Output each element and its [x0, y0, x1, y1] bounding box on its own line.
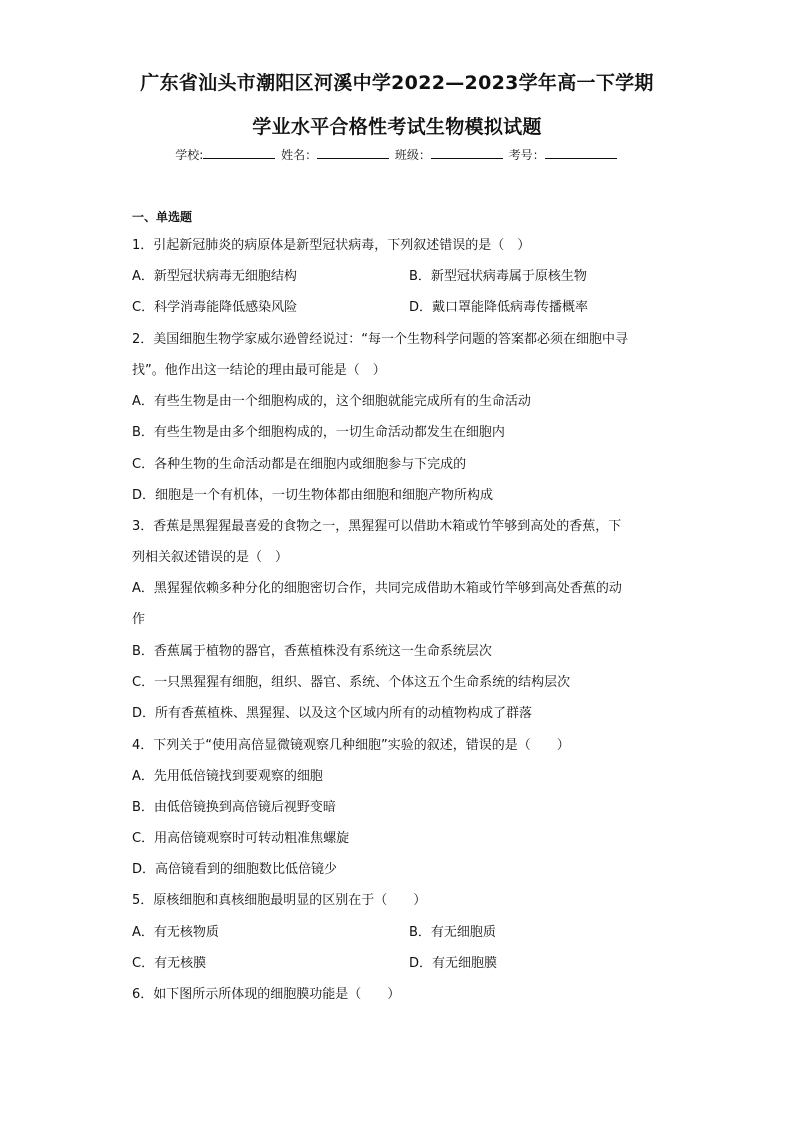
question-2-option-a: A．有些生物是由一个细胞构成的，这个细胞就能完成所有的生命活动: [132, 394, 531, 409]
question-3-option-c: C．一只黑猩猩有细胞，组织、器官、系统、个体这五个生命系统的结构层次: [132, 675, 571, 690]
question-5-stem: 5．原核细胞和真核细胞最明显的区别在于（ ）: [132, 893, 427, 908]
question-2-option-d: D．细胞是一个有机体，一切生物体都由细胞和细胞产物所构成: [132, 488, 494, 503]
question-3-option-a: A．黑猩猩依赖多种分化的细胞密切合作，共同完成借助木箱或竹竿够到高处香蕉的动: [132, 581, 622, 596]
class-blank: [431, 147, 503, 159]
exam-number-label: 考号：: [508, 148, 545, 162]
question-1-stem: 1．引起新冠肺炎的病原体是新型冠状病毒，下列叙述错误的是（ ）: [132, 238, 531, 253]
question-4-stem: 4．下列关于“使用高倍显微镜观察几种细胞”实验的叙述，错误的是（ ）: [132, 738, 570, 753]
question-3-option-b: B．香蕉属于植物的器官，香蕉植株没有系统这一生命系统层次: [132, 644, 492, 659]
question-2-stem-line-1: 2．美国细胞生物学家威尔逊曾经说过：“每一个生物科学问题的答案都必须在细胞中寻: [132, 332, 629, 347]
question-3-stem-line-2: 列相关叙述错误的是（ ）: [132, 550, 289, 565]
question-1-option-d: D．戴口罩能降低病毒传播概率: [409, 300, 589, 315]
question-1-option-c: C．科学消毒能降低感染风险: [132, 300, 298, 315]
exam-title-line-1: 广东省汕头市潮阳区河溪中学2022—2023学年高一下学期: [140, 72, 654, 94]
school-label: 学校:: [175, 148, 204, 162]
question-5-option-a: A．有无核物质: [132, 925, 219, 940]
question-1-option-b: B．新型冠状病毒属于原核生物: [409, 269, 587, 284]
student-info-row: [0, 146, 794, 163]
exam-number-blank: [545, 147, 617, 159]
name-label: 姓名：: [281, 148, 318, 162]
question-2-stem-line-2: 找”。他作出这一结论的理由最可能是（ ）: [132, 363, 386, 378]
question-2-option-c: C．各种生物的生命活动都是在细胞内或细胞参与下完成的: [132, 457, 467, 472]
section-title: 一、单选题: [132, 210, 193, 224]
question-4-option-d: D．高倍镜看到的细胞数比低倍镜少: [132, 862, 338, 877]
question-2-option-b: B．有些生物是由多个细胞构成的，一切生命活动都发生在细胞内: [132, 425, 505, 440]
question-4-option-c: C．用高倍镜观察时可转动粗准焦螺旋: [132, 831, 350, 846]
question-3-option-a-continued: 作: [132, 612, 146, 627]
question-5-option-d: D．有无细胞膜: [409, 956, 498, 971]
question-3-stem-line-1: 3．香蕉是黑猩猩最喜爱的食物之一，黑猩猩可以借助木箱或竹竿够到高处的香蕉，下: [132, 519, 622, 534]
question-6-stem: 6．如下图所示所体现的细胞膜功能是（ ）: [132, 987, 401, 1002]
school-blank: [203, 147, 275, 159]
question-1-option-a: A．新型冠状病毒无细胞结构: [132, 269, 297, 284]
name-blank: [317, 147, 389, 159]
question-3-option-d: D．所有香蕉植株、黑猩猩、以及这个区域内所有的动植物构成了群落: [132, 706, 533, 721]
class-label: 班级：: [394, 148, 431, 162]
question-4-option-b: B．由低倍镜换到高倍镜后视野变暗: [132, 800, 336, 815]
question-5-option-c: C．有无核膜: [132, 956, 207, 971]
question-4-option-a: A．先用低倍镜找到要观察的细胞: [132, 769, 323, 784]
exam-title-line-2: 学业水平合格性考试生物模拟试题: [252, 116, 542, 138]
question-5-option-b: B．有无细胞质: [409, 925, 496, 940]
